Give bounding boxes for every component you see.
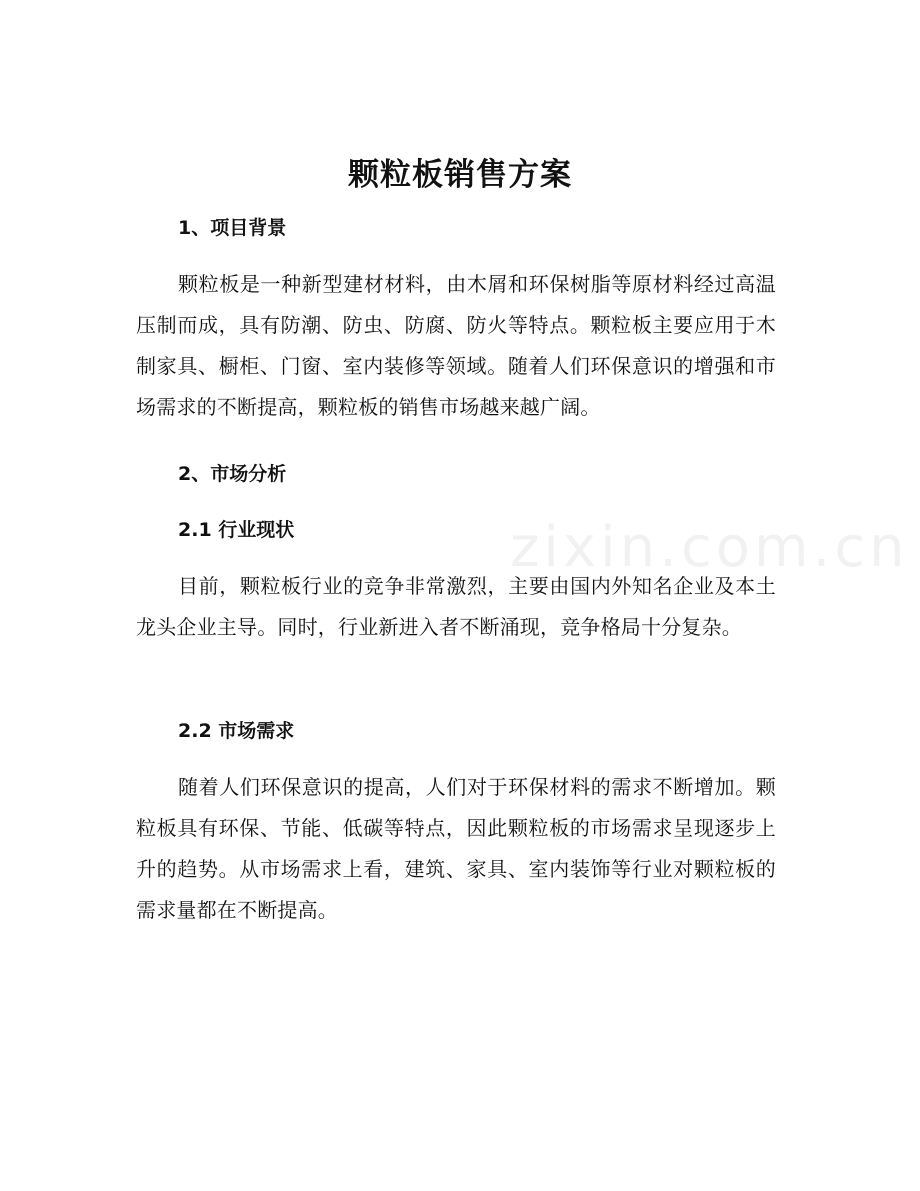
section-heading-market-demand: 2.2 市场需求 bbox=[178, 720, 295, 742]
document-title: 颗粒板销售方案 bbox=[348, 157, 572, 193]
section-heading-industry-status: 2.1 行业现状 bbox=[178, 519, 295, 541]
section-heading-market-analysis: 2、市场分析 bbox=[178, 463, 287, 485]
paragraph-industry-status: 目前，颗粒板行业的竞争非常激烈，主要由国内外知名企业及本土龙头企业主导。同时，行业新进入者不断涌现，竞争格局十分复杂。 bbox=[136, 574, 776, 639]
section-heading-background: 1、项目背景 bbox=[178, 217, 287, 239]
watermark: zixin.com.cn bbox=[510, 515, 909, 580]
paragraph-background: 颗粒板是一种新型建材材料，由木屑和环保树脂等原材料经过高温压制而成，具有防潮、防虫、防腐、防火等特点。颗粒板主要应用于木制家具、橱柜、门窗、室内装修等领域。随着人们环保意识的增强和市场需求的不断提高，颗粒板的销售市场越来越广阔。 bbox=[136, 272, 776, 419]
paragraph-market-demand: 随着人们环保意识的提高，人们对于环保材料的需求不断增加。颗粒板具有环保、节能、低碳等特点，因此颗粒板的市场需求呈现逐步上升的趋势。从市场需求上看，建筑、家具、室内装饰等行业对颗粒板的需求量都在不断提高。 bbox=[136, 775, 776, 922]
